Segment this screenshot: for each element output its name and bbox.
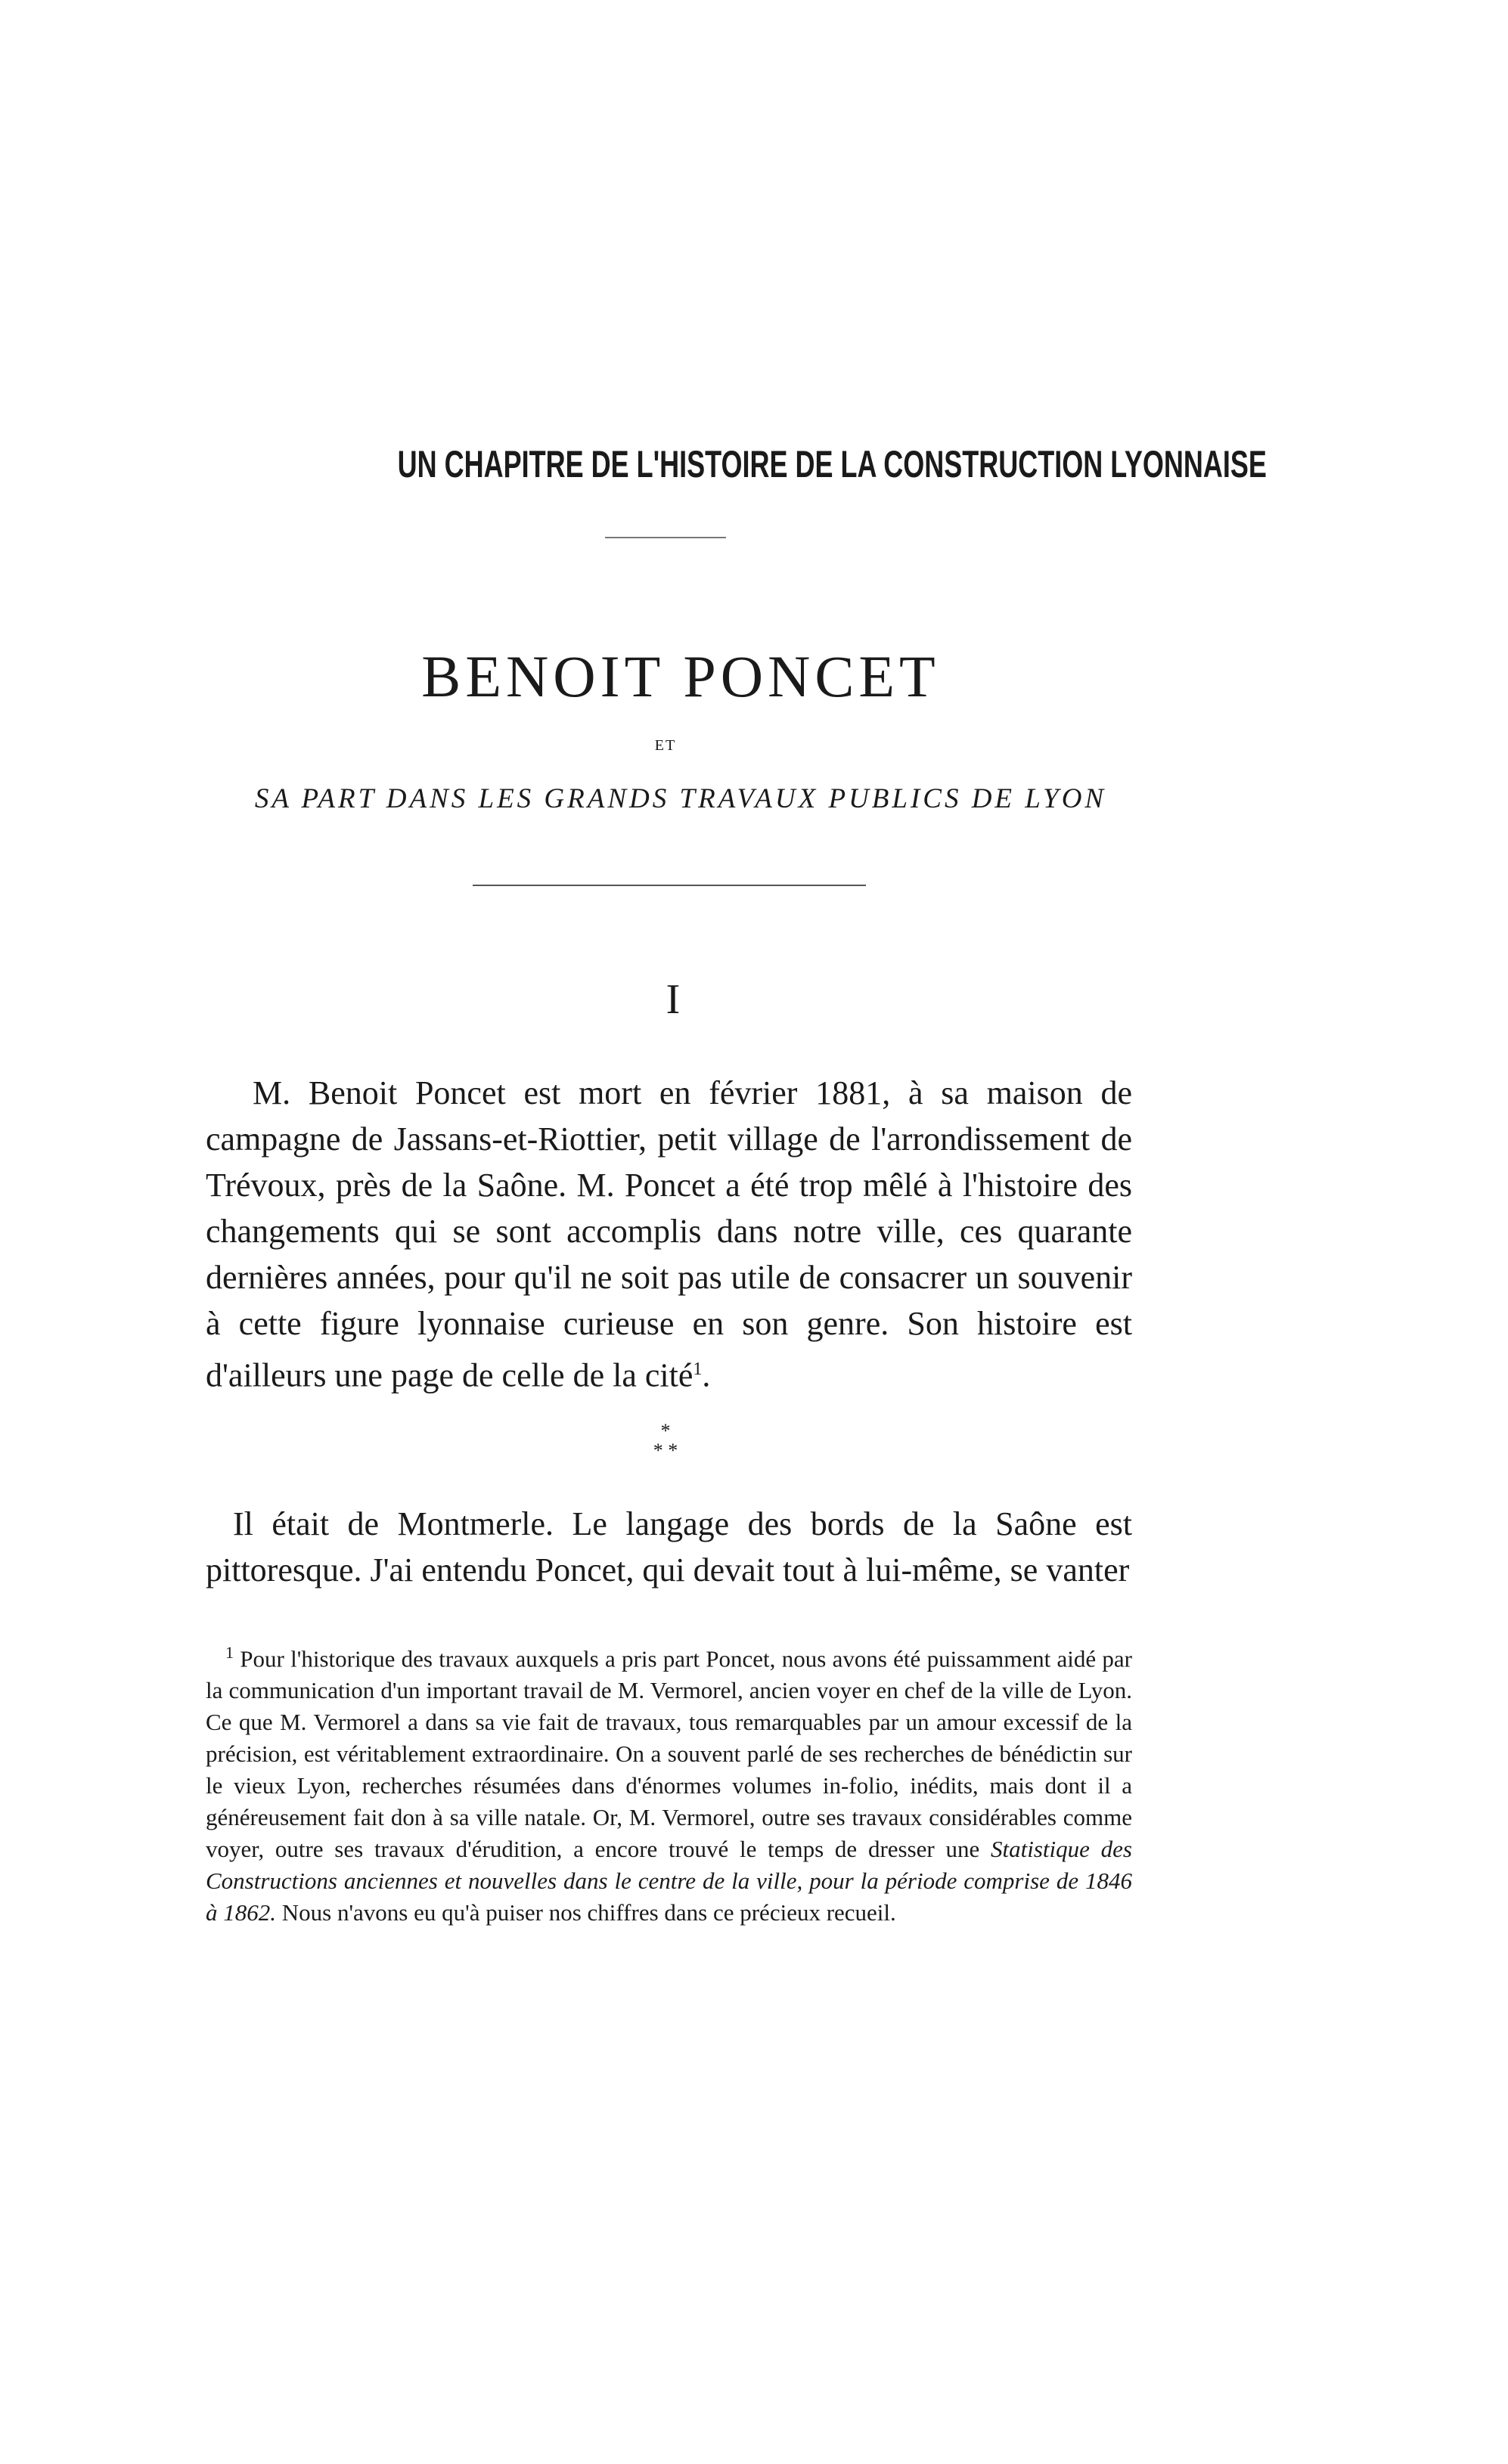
asterism-bottom: * * [653,1440,678,1461]
section-number: I [666,976,681,1023]
asterism-top: * [660,1420,671,1442]
supertitle: UN CHAPITRE DE L'HISTOIRE DE LA CONSTRUCTION LYONNAISE [397,443,1267,485]
footnote-text-part1: Pour l'historique des travaux auxquels a pris part Poncet, nous avons été puissamment aidé par la communication d'un important travail de M. Vermorel, ancien voyer en chef de la ville de Lyon. Ce que M. Vermorel a dans sa vie fait de travaux, tous remarquables par un amour excessif de la précision, est véritablement extraordinaire. On a souvent parlé de ses recherches de bénédictin sur le vieux Lyon, recherches résumées dans d'énormes volumes in-folio, inédits, mais dont il a généreusement fait don à sa ville natale. Or, M. Vermorel, outre ses travaux considérables comme voyer, outre ses travaux d'érudition, a encore trouvé le temps de dresser une [206,1645,1132,1863]
footnote [206,1637,1132,1929]
paragraph-2: Il était de Montmerle. Le langage des bords de la Saône est pittoresque. J'ai entendu Poncet, qui devait tout à lui-même, se vanter [206,1505,1132,1588]
subtitle: SA PART DANS LES GRANDS TRAVAUX PUBLICS DE LYON [254,783,1107,814]
footnote-text-part2: Nous n'avons eu qu'à puiser nos chiffres dans ce précieux recueil. [276,1899,896,1926]
paragraph-1-text: M. Benoit Poncet est mort en février 1881, à sa maison de campagne de Jassans-et-Riottier, petit village de l'arrondissement de Trévoux, près de la Saône. M. Poncet a été trop mêlé à l'histoire des changements qui se sont accomplis dans notre ville, ces quarante dernières années, pour qu'il ne soit pas utile de consacrer un souvenir à cette figure lyonnaise curieuse en son genre. Son histoire est d'ailleurs une page de celle de la cité [206,1074,1132,1394]
title-conjunction: ET [654,737,677,754]
footnote-reference: 1 [693,1359,703,1379]
footnote-marker: 1 [225,1643,234,1662]
paragraph-1-end: . [702,1356,711,1394]
footnote-italic-title: Statistique des Constructions anciennes et nouvelles dans le centre de la ville, pour la période comprise de 1846 à 1862. [206,1836,1132,1926]
long-divider [473,885,866,886]
asterism [628,1421,703,1461]
page-title: BENOIT PONCET [421,643,940,709]
short-divider [605,537,726,538]
paragraph-1 [206,1070,1132,1399]
